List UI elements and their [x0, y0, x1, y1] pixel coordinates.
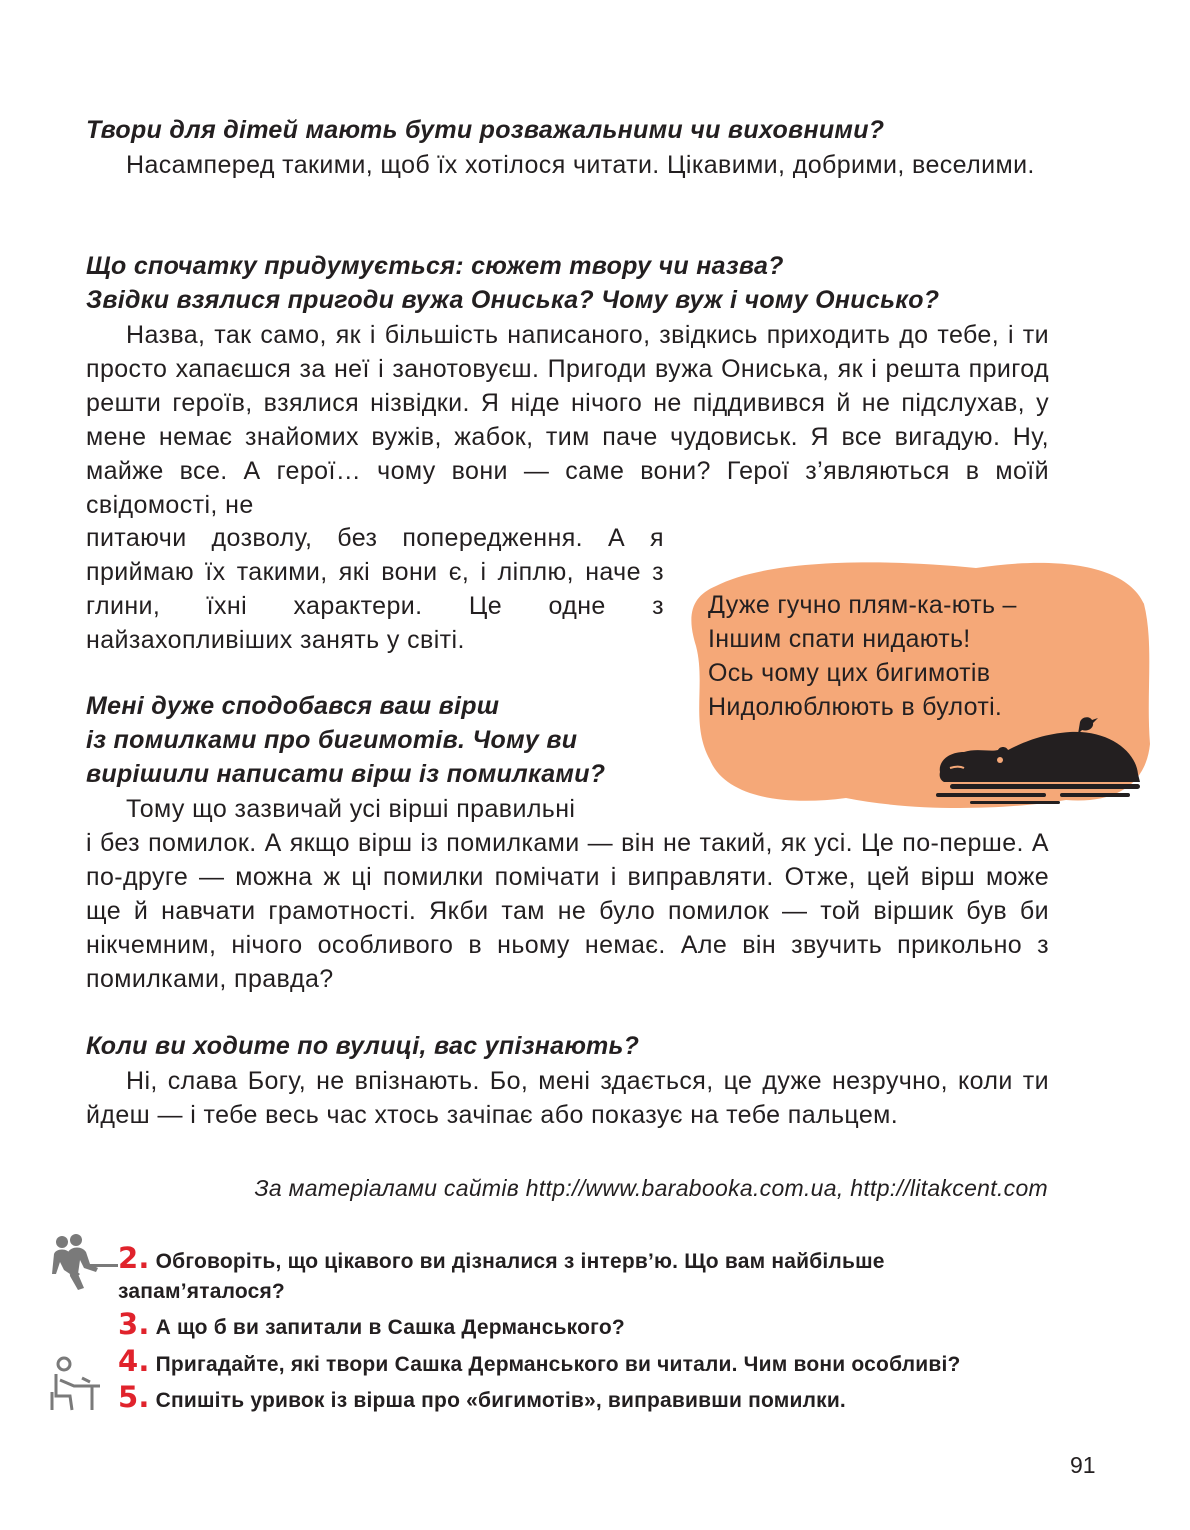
page-number: 91 — [1070, 1452, 1096, 1478]
answer-2-narrow: питаючи дозволу, без попередження. А я приймаю їх такими, які вони є, і ліплю, наче з глини, їхні характери. Це одне з найзахопливіших занять у світі. — [86, 524, 664, 654]
task-3-number: 3. — [118, 1307, 150, 1341]
individual-writing-icon — [48, 1356, 102, 1412]
question-3-line-1: Мені дуже сподобався ваш вірш — [86, 692, 500, 720]
group-discussion-icon — [50, 1234, 120, 1292]
poem — [708, 588, 1017, 724]
answer-4: Ні, слава Богу, не впізнають. Бо, мені здається, це дуже незручно, коли ти йдеш — і тебе весь час хтось зачіпає або показує на тебе пальцем. — [86, 1067, 1049, 1129]
hippo-in-swamp-icon — [930, 708, 1154, 806]
source-attribution: За матеріалами сайтів http://www.barabooka.com.ua, http://litakcent.com — [254, 1175, 1048, 1201]
poem-line-4: Нидолюблюють в булоті. — [708, 693, 1003, 721]
task-4-text: Пригадайте, які твори Сашка Дерманського ви читали. Чим вони особливі? — [155, 1353, 961, 1376]
poem-line-3: Ось чому цих бигимотів — [708, 659, 991, 687]
question-4: Коли ви ходите по вулиці, вас упізнають? — [86, 1032, 640, 1060]
answer-2-full: Назва, так само, як і більшість написаного, звідкись приходить до тебе, і ти просто хапаєшся за неї і занотовуєш. Пригоди вужа Ониська, як і решта пригод решти героїв, взялися нізвідки. Я ніде нічого не піддивився й не підслухав, у мене немає знайомих вужів, жабок, тим паче чудовиськ. Я все вигадую. Ну, майже все. А герої… чому вони — саме вони? Герої з’являються в моїй свідомості, не — [86, 321, 1049, 519]
answer-1: Насамперед такими, щоб їх хотілося читати. Цікавими, добрими, веселими. — [126, 151, 1035, 179]
answer-3-narrow: Тому що зазвичай усі вірші правильні — [126, 795, 576, 823]
question-3-line-3: вирішили написати вірш із помилками? — [86, 760, 606, 788]
task-2 — [118, 1243, 1053, 1307]
question-2-line-2: Звідки взялися пригоди вужа Ониська? Чому вуж і чому Онисько? — [86, 286, 940, 314]
task-3 — [118, 1309, 1053, 1343]
poem-line-2: Іншим спати нидають! — [708, 625, 971, 653]
task-4 — [118, 1346, 1053, 1380]
question-2-line-1: Що спочатку придумується: сюжет твору чи назва? — [86, 252, 784, 280]
answer-3-full: і без помилок. А якщо вірш із помилками — він не такий, як усі. Це по-перше. А по-друге — можна ж ці помилки помічати і виправляти. Отже, цей вірш може ще й навчати грамотності. Якби там не було помилок — той віршик був би нікчемним, нічого особливого в ньому немає. Але він звучить прикольно з помилками, правда? — [86, 829, 1049, 993]
task-4-number: 4. — [118, 1344, 150, 1378]
task-2-number: 2. — [118, 1241, 150, 1275]
task-2-text: Обговоріть, що цікавого ви дізналися з інтерв’ю. Що вам найбільше запам’яталося? — [118, 1250, 885, 1303]
task-5-number: 5. — [118, 1380, 150, 1414]
question-3-line-2: із помилками про бигимотів. Чому ви — [86, 726, 578, 754]
task-5-text: Спишіть уривок із вірша про «бигимотів», виправивши помилки. — [155, 1389, 846, 1412]
poem-line-1: Дуже гучно плям-ка-ють – — [708, 591, 1017, 619]
task-5 — [118, 1382, 1053, 1416]
question-1: Твори для дітей мають бути розважальними чи виховними? — [86, 116, 885, 144]
task-3-text: А що б ви запитали в Сашка Дерманського? — [155, 1316, 625, 1339]
